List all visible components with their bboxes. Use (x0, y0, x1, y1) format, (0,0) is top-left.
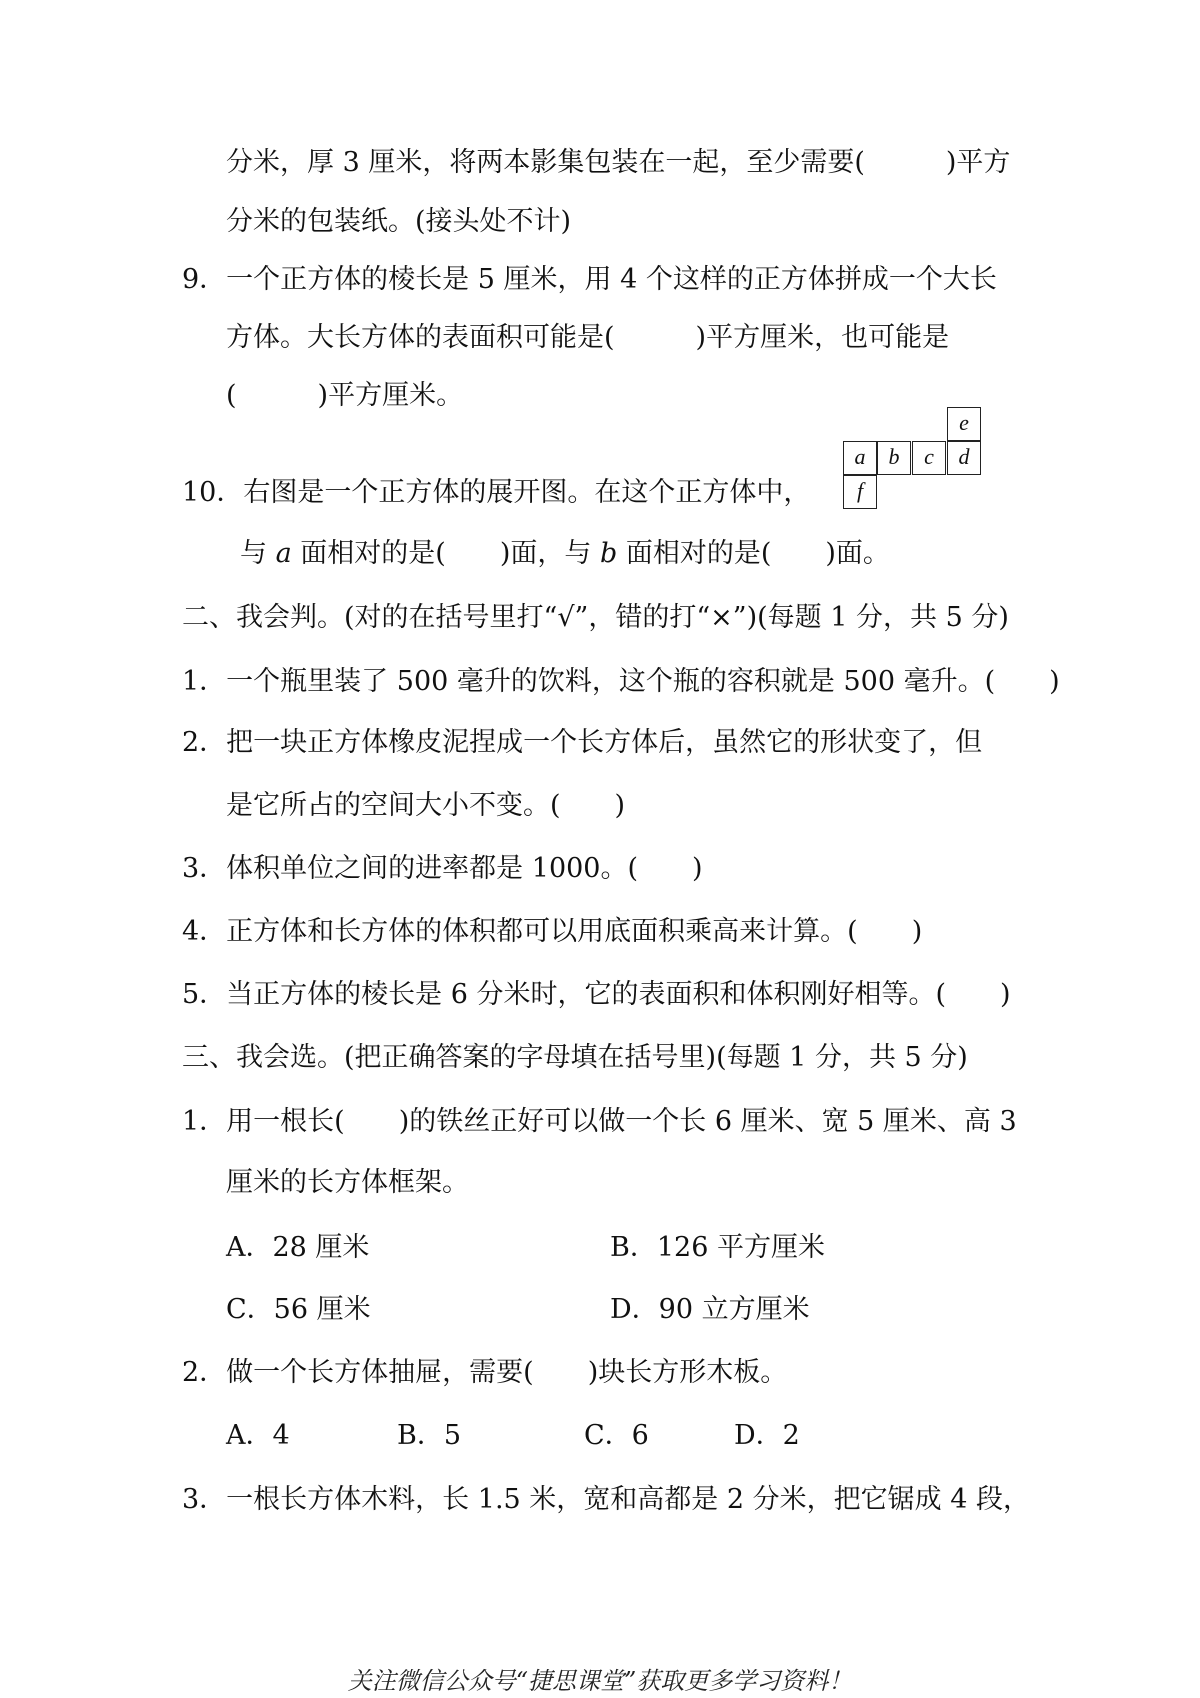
net-face-f: f (843, 475, 877, 509)
net-face-d: d (947, 441, 981, 475)
q10-line-2-mid: 面相对的是( )面，与 (291, 538, 600, 569)
q8-line-2: 分米的包装纸。(接头处不计) (226, 206, 572, 237)
s3-q1-option-b: B．126 平方厘米 (610, 1232, 825, 1263)
s3-q1-option-c: C．56 厘米 (226, 1294, 371, 1325)
s3-q1-line-1: 1．用一根长( )的铁丝正好可以做一个长 6 厘米、宽 5 厘米、高 3 (182, 1106, 1017, 1137)
q10-line-1: 10．右图是一个正方体的展开图。在这个正方体中， (182, 477, 811, 508)
s3-q3-line-1: 3．一根长方体木料，长 1.5 米，宽和高都是 2 分米，把它锯成 4 段， (182, 1484, 1030, 1515)
s3-q2-option-a: A．4 (226, 1420, 290, 1451)
s3-q2-option-b: B．5 (397, 1420, 462, 1451)
q10-line-2-post: 面相对的是( )面。 (617, 538, 890, 569)
q10-line-2-pre: 与 (240, 538, 276, 569)
q9-line-1: 9．一个正方体的棱长是 5 厘米，用 4 个这样的正方体拼成一个大长 (182, 264, 997, 295)
s2-q2-line-1: 2．把一块正方体橡皮泥捏成一个长方体后，虽然它的形状变了，但 (182, 727, 983, 758)
q10-var-a: a (275, 538, 292, 569)
s3-q1-option-a: A．28 厘米 (226, 1232, 370, 1263)
s2-q2-line-2: 是它所占的空间大小不变。( ) (226, 790, 626, 821)
q10-var-b: b (599, 538, 618, 569)
s2-q3: 3．体积单位之间的进率都是 1000。( ) (182, 853, 703, 884)
net-face-e: e (947, 407, 981, 441)
net-face-b: b (877, 441, 911, 475)
cube-net-diagram (843, 407, 983, 517)
s2-q5: 5．当正方体的棱长是 6 分米时，它的表面积和体积刚好相等。( ) (182, 979, 1011, 1010)
q8-line-1: 分米，厚 3 厘米，将两本影集包装在一起，至少需要( )平方 (226, 147, 1011, 178)
q9-line-2: 方体。大长方体的表面积可能是( )平方厘米，也可能是 (226, 322, 950, 353)
footer-note: 关注微信公众号“捷思课堂”获取更多学习资料！ (347, 1667, 853, 1695)
q10-line-2 (240, 537, 890, 571)
net-face-a: a (843, 441, 877, 475)
s2-q4: 4．正方体和长方体的体积都可以用底面积乘高来计算。( ) (182, 916, 923, 947)
s3-q2-option-c: C．6 (584, 1420, 649, 1451)
s3-q2-option-d: D．2 (734, 1420, 800, 1451)
section-3-title: 三、我会选。(把正确答案的字母填在括号里)(每题 1 分，共 5 分) (182, 1042, 968, 1073)
q9-line-3: ( )平方厘米。 (226, 380, 464, 411)
section-2-title: 二、我会判。(对的在括号里打“√”，错的打“×”)(每题 1 分，共 5 分) (182, 602, 1009, 633)
s3-q1-line-2: 厘米的长方体框架。 (226, 1167, 469, 1198)
net-face-c: c (912, 441, 946, 475)
s2-q1: 1．一个瓶里装了 500 毫升的饮料，这个瓶的容积就是 500 毫升。( ) (182, 666, 1060, 697)
s3-q2: 2．做一个长方体抽屉，需要( )块长方形木板。 (182, 1357, 788, 1388)
s3-q1-option-d: D．90 立方厘米 (610, 1294, 810, 1325)
